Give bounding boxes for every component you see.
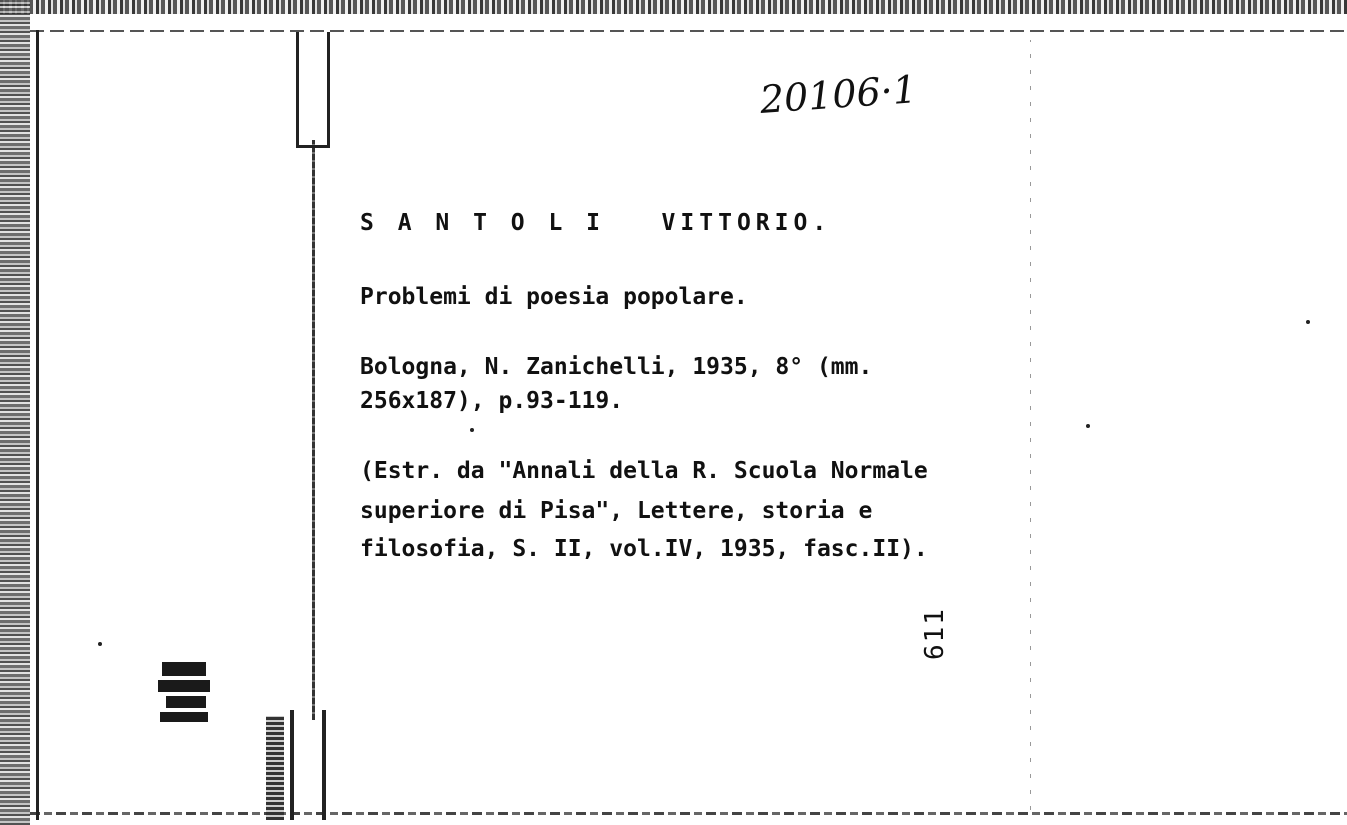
card-fold-line [1030,40,1031,810]
imprint-line-1: Bologna, N. Zanichelli, 1935, 8° (mm. [360,354,873,380]
speck [1306,320,1310,324]
card-tab-top [296,32,330,148]
handwritten-catalog-number: 20106·1 [758,67,919,122]
imprint-line-2: 256x187), p.93-119. [360,388,624,414]
ink-stamp-mark [158,662,210,724]
scan-edge-top [0,0,1347,14]
speck [1086,424,1090,428]
card-border-bottom [30,812,1347,815]
speck [98,642,102,646]
scan-edge-left [0,0,30,825]
note-line-1: (Estr. da "Annali della R. Scuola Normale [360,458,928,484]
binding-line [312,140,315,720]
card-border-top [30,30,1347,32]
note-line-2: superiore di Pisa", Lettere, storia e [360,498,873,524]
work-title: Problemi di poesia popolare. [360,284,748,310]
card-tab-bottom [290,710,326,820]
shelf-number: 611 [920,607,950,660]
card-tab-bottom-edge [266,716,284,820]
note-line-3: filosofia, S. II, vol.IV, 1935, fasc.II). [360,536,928,562]
speck [470,428,474,432]
card-border-left [36,30,39,820]
author-heading: S A N T O L I VITTORIO. [360,210,832,236]
